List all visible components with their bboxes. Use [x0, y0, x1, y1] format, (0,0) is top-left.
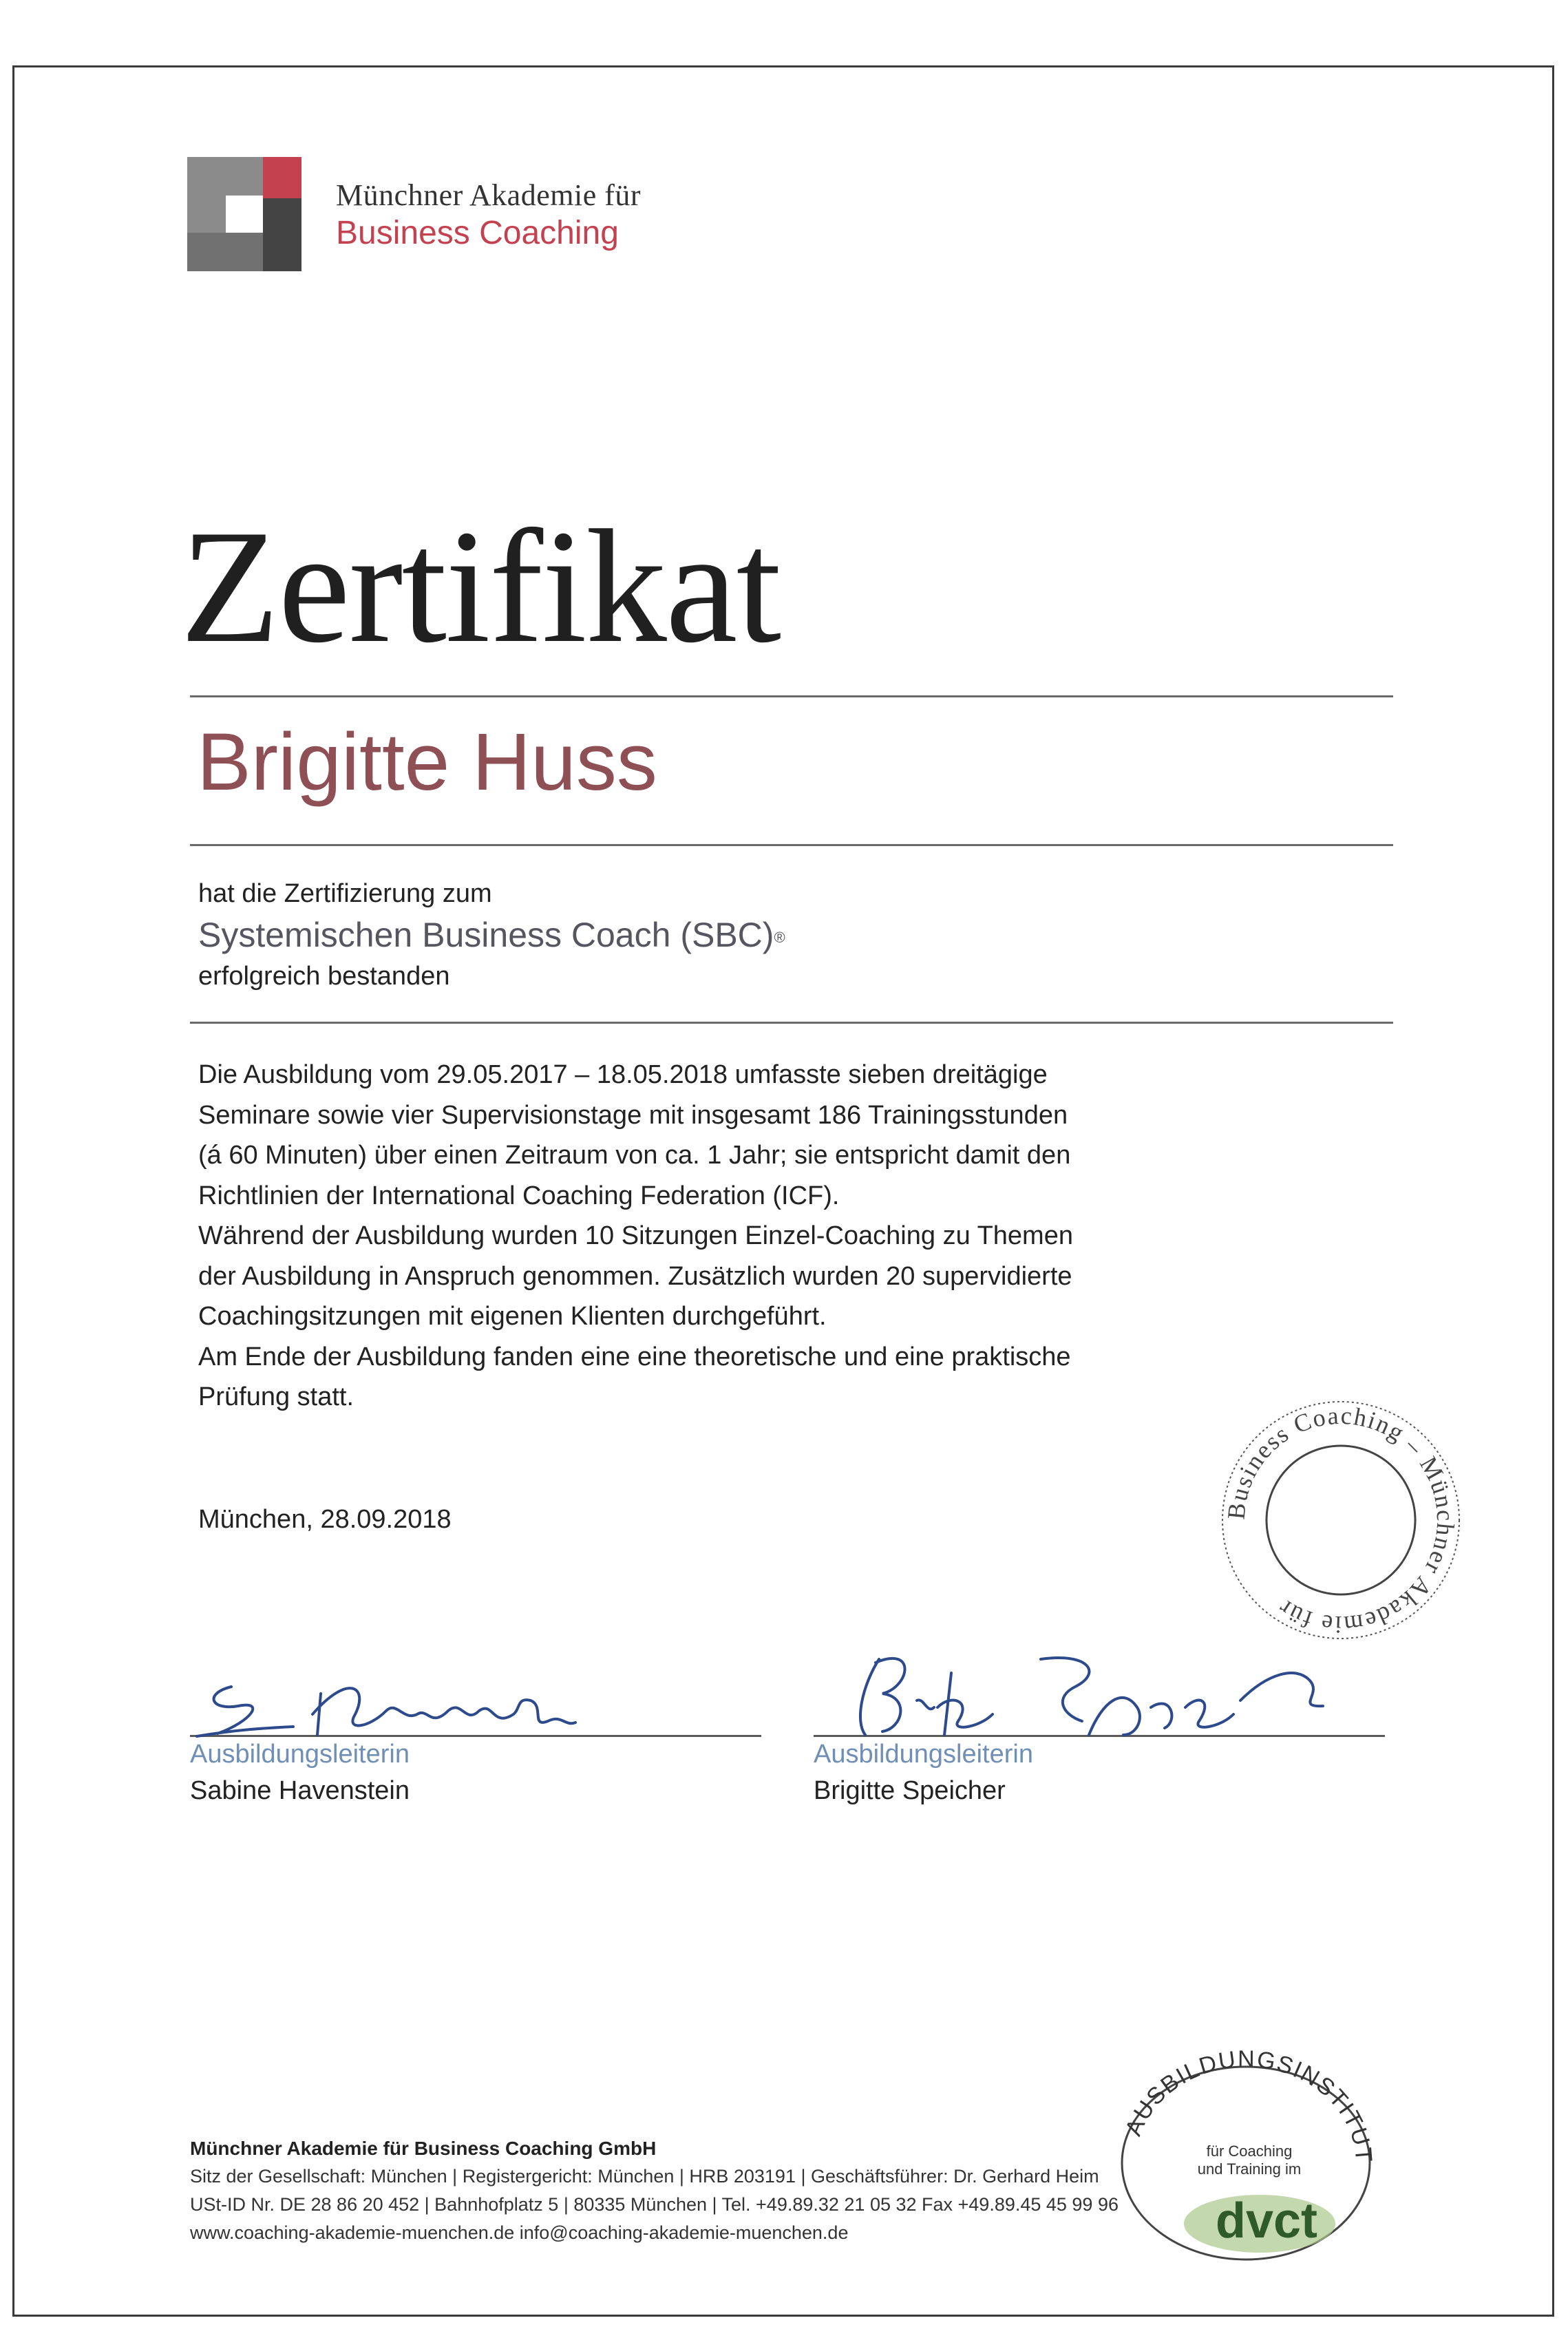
signatory-name: Sabine Havenstein — [190, 1776, 410, 1805]
signature-speicher — [814, 1632, 1406, 1749]
footer-registration: Sitz der Gesellschaft: München | Registergericht: München | HRB 203191 | Geschäftsführer: Dr. Gerhard Heim — [190, 2166, 1099, 2187]
intro-line-3: erfolgreich bestanden — [198, 962, 450, 991]
company-footer — [190, 2134, 1119, 2247]
signatory-role: Ausbildungsleiterin — [190, 1740, 410, 1769]
signature-block-right — [814, 1735, 1385, 1806]
body-line: Während der Ausbildung wurden 10 Sitzungen Einzel-Coaching zu Themen — [198, 1221, 1073, 1250]
dvct-accreditation-badge — [1094, 2032, 1390, 2273]
certification-statement — [198, 873, 785, 997]
qualification-title — [198, 914, 785, 956]
footer-company: Münchner Akademie für Business Coaching GmbH — [190, 2138, 657, 2159]
signature-havenstein — [190, 1645, 672, 1742]
qualification-name: Systemischen Business Coach (SBC) — [198, 916, 774, 954]
academy-logo-text — [336, 178, 641, 252]
intro-line-1: hat die Zertifizierung zum — [198, 879, 492, 908]
footer-web: www.coaching-akademie-muenchen.de info@coaching-akademie-muenchen.de — [190, 2222, 849, 2243]
dvct-subtitle-1: für Coaching — [1206, 2142, 1293, 2160]
svg-text:Business Coaching – Münchner A — [1222, 1402, 1460, 1639]
signatory-name: Brigitte Speicher — [814, 1776, 1006, 1805]
logo-line-1: Münchner Akademie für — [336, 178, 642, 212]
academy-logo-icon — [187, 157, 301, 271]
divider — [190, 695, 1393, 697]
footer-contact: USt-ID Nr. DE 28 86 20 452 | Bahnhofplatz 5 | 80335 München | Tel. +49.89.32 21 05 32 Fax +49.89.45 45 99 96 — [190, 2194, 1119, 2215]
seal-text: Business Coaching – Münchner Akademie für — [1222, 1401, 1460, 1639]
logo-line-2: Business Coaching — [336, 215, 619, 251]
place-and-date: München, 28.09.2018 — [198, 1505, 452, 1534]
recipient-name: Brigitte Huss — [197, 717, 657, 808]
body-line: Die Ausbildung vom 29.05.2017 – 18.05.2018 umfasste sieben dreitägige — [198, 1060, 1048, 1089]
divider — [190, 844, 1393, 846]
body-line: Coachingsitzungen mit eigenen Klienten durchgeführt. — [198, 1302, 827, 1331]
dvct-subtitle-2: und Training im — [1197, 2160, 1302, 2178]
body-line: Richtlinien der International Coaching Federation (ICF). — [198, 1181, 840, 1210]
trademark-symbol: ® — [774, 929, 785, 946]
training-description — [198, 1055, 1231, 1418]
body-line: Seminare sowie vier Supervisionstage mit insgesamt 186 Trainingsstunden — [198, 1100, 1068, 1130]
body-line: Am Ende der Ausbildung fanden eine eine theoretische und eine praktische — [198, 1342, 1071, 1371]
signature-block-left — [190, 1735, 761, 1806]
dvct-arc-text: AUSBILDUNGSINSTITUT — [1120, 2045, 1377, 2165]
body-line: Prüfung statt. — [198, 1382, 354, 1411]
signatory-role: Ausbildungsleiterin — [814, 1740, 1033, 1769]
body-line: der Ausbildung in Anspruch genommen. Zusätzlich wurden 20 supervidierte — [198, 1261, 1072, 1291]
dvct-brand: dvct — [1215, 2193, 1318, 2249]
body-line: (á 60 Minuten) über einen Zeitraum von ca. 1 Jahr; sie entspricht damit den — [198, 1141, 1071, 1170]
academy-seal-stamp — [1217, 1396, 1465, 1644]
divider — [190, 1022, 1393, 1024]
certificate-title: Zertifikat — [180, 497, 781, 677]
